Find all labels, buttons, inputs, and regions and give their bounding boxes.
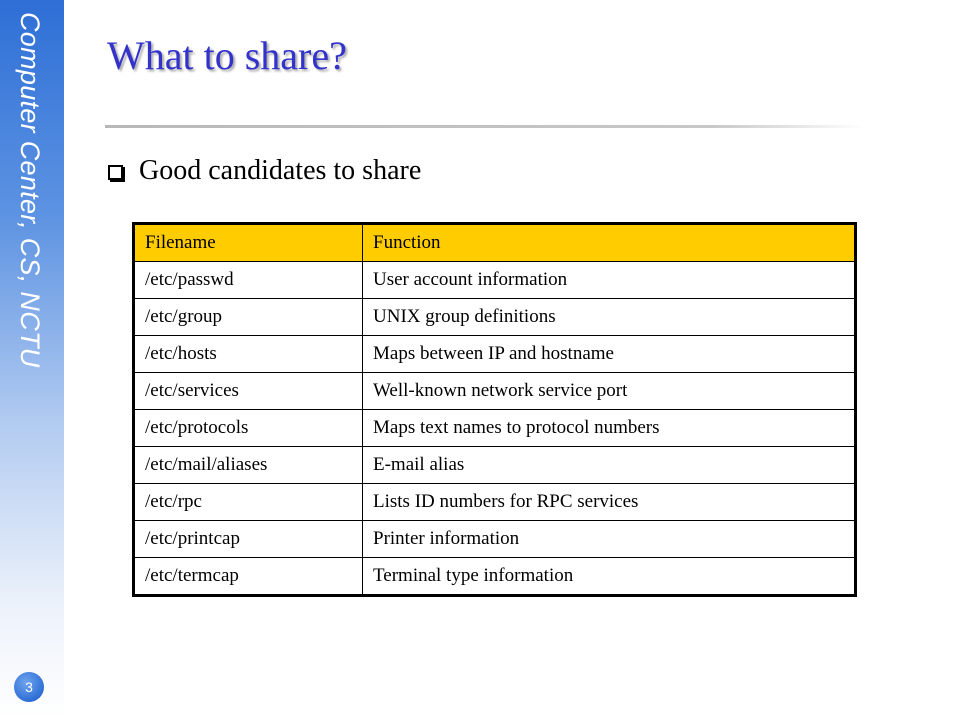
title-divider bbox=[105, 125, 865, 128]
cell-function: Well-known network service port bbox=[363, 373, 856, 410]
cell-function: Maps between IP and hostname bbox=[363, 336, 856, 373]
cell-filename: /etc/passwd bbox=[134, 262, 363, 299]
sidebar-label: Computer Center, CS, NCTU bbox=[15, 12, 45, 368]
bullet-item bbox=[108, 155, 421, 187]
page-number-badge: 3 bbox=[14, 672, 44, 702]
table-row bbox=[134, 336, 856, 373]
table-row bbox=[134, 410, 856, 447]
cell-filename: /etc/rpc bbox=[134, 484, 363, 521]
checkbox-bullet-icon bbox=[108, 165, 123, 180]
cell-function: Printer information bbox=[363, 521, 856, 558]
table-row bbox=[134, 373, 856, 410]
cell-function: User account information bbox=[363, 262, 856, 299]
cell-filename: /etc/hosts bbox=[134, 336, 363, 373]
cell-filename: /etc/mail/aliases bbox=[134, 447, 363, 484]
header-function: Function bbox=[363, 224, 856, 262]
slide-title: What to share? bbox=[107, 33, 347, 78]
cell-filename: /etc/printcap bbox=[134, 521, 363, 558]
table-row bbox=[134, 484, 856, 521]
table-row bbox=[134, 521, 856, 558]
table-row bbox=[134, 262, 856, 299]
cell-filename: /etc/group bbox=[134, 299, 363, 336]
cell-filename: /etc/protocols bbox=[134, 410, 363, 447]
table-row bbox=[134, 299, 856, 336]
cell-function: Terminal type information bbox=[363, 558, 856, 596]
table-header-row bbox=[134, 224, 856, 262]
cell-function: UNIX group definitions bbox=[363, 299, 856, 336]
cell-function: Lists ID numbers for RPC services bbox=[363, 484, 856, 521]
table-row bbox=[134, 447, 856, 484]
cell-filename: /etc/termcap bbox=[134, 558, 363, 596]
cell-filename: /etc/services bbox=[134, 373, 363, 410]
header-filename: Filename bbox=[134, 224, 363, 262]
cell-function: Maps text names to protocol numbers bbox=[363, 410, 856, 447]
share-table bbox=[132, 222, 857, 597]
bullet-text: Good candidates to share bbox=[139, 155, 422, 186]
cell-function: E-mail alias bbox=[363, 447, 856, 484]
table-row bbox=[134, 558, 856, 596]
sidebar bbox=[0, 0, 64, 720]
